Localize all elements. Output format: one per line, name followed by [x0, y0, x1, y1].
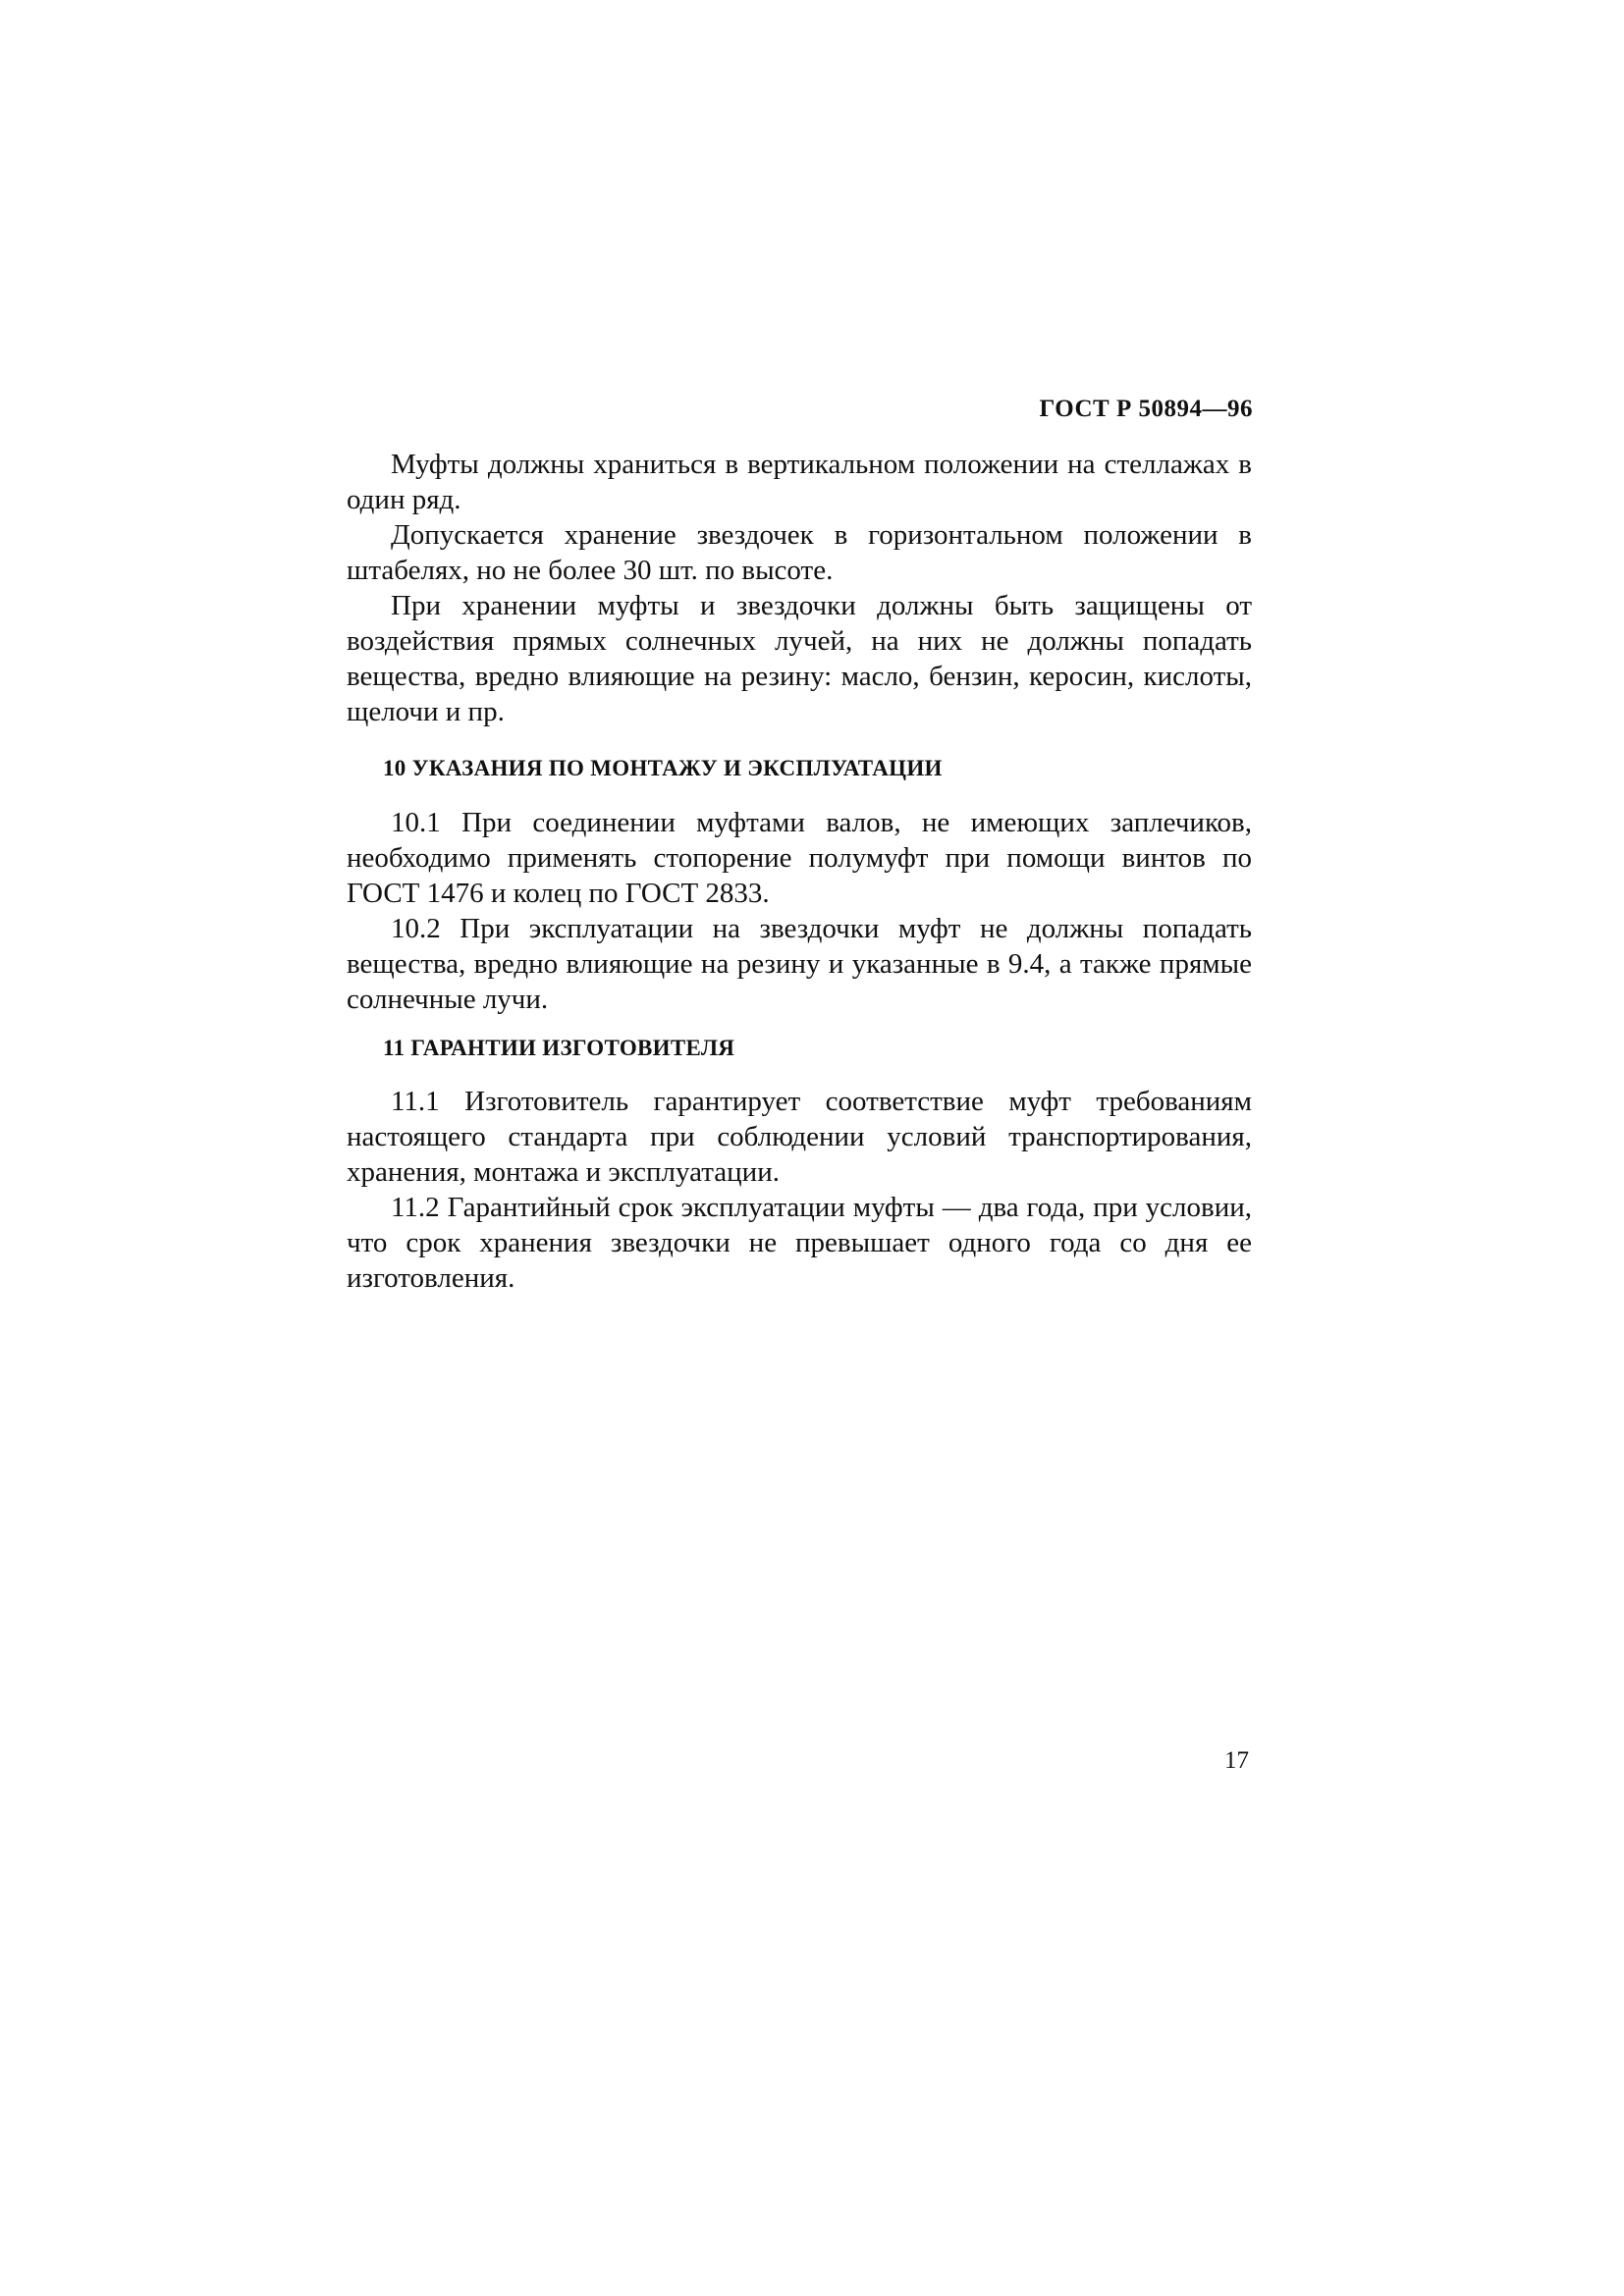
paragraph: 10.1 При соединении муфтами валов, не имеющих заплечиков, необходимо применять стопорение полумуфт при помощи винтов по ГОСТ 1476 и колец по ГОСТ 2833.	[347, 807, 1252, 909]
paragraph: 11.1 Изготовитель гарантирует соответствие муфт требованиям настоящего стандарта при соблюдении условий транспортирования, хранения, монтажа и эксплуатации.	[347, 1086, 1252, 1188]
section-10-body	[347, 805, 1252, 1017]
page-number: 17	[1224, 1747, 1249, 1774]
section-11-body	[347, 1084, 1252, 1296]
document-code-header: ГОСТ Р 50894—96	[1039, 396, 1253, 422]
paragraph: Муфты должны храниться в вертикальном положении на стеллажах в один ряд.	[347, 449, 1252, 515]
paragraph: При хранении муфты и звездочки должны быть защищены от воздействия прямых солнечных лучей, на них не должны попадать вещества, вредно влияющие на резину: масло, бензин, керосин, кислоты, щелочи и пр.	[347, 590, 1252, 727]
section-title-11: 11 ГАРАНТИИ ИЗГОТОВИТЕЛЯ	[383, 1036, 735, 1060]
storage-section	[347, 447, 1252, 729]
section-title-10: 10 УКАЗАНИЯ ПО МОНТАЖУ И ЭКСПЛУАТАЦИИ	[383, 756, 943, 780]
paragraph: 11.2 Гарантийный срок эксплуатации муфты — два года, при условии, что срок хранения звездочки не превышает одного года со дня ее изготовления.	[347, 1192, 1252, 1294]
paragraph: Допускается хранение звездочек в горизонтальном положении в штабелях, но не более 30 шт. по высоте.	[347, 519, 1252, 586]
paragraph: 10.2 При эксплуатации на звездочки муфт не должны попадать вещества, вредно влияющие на резину и указанные в 9.4, а также прямые солнечные лучи.	[347, 913, 1252, 1015]
